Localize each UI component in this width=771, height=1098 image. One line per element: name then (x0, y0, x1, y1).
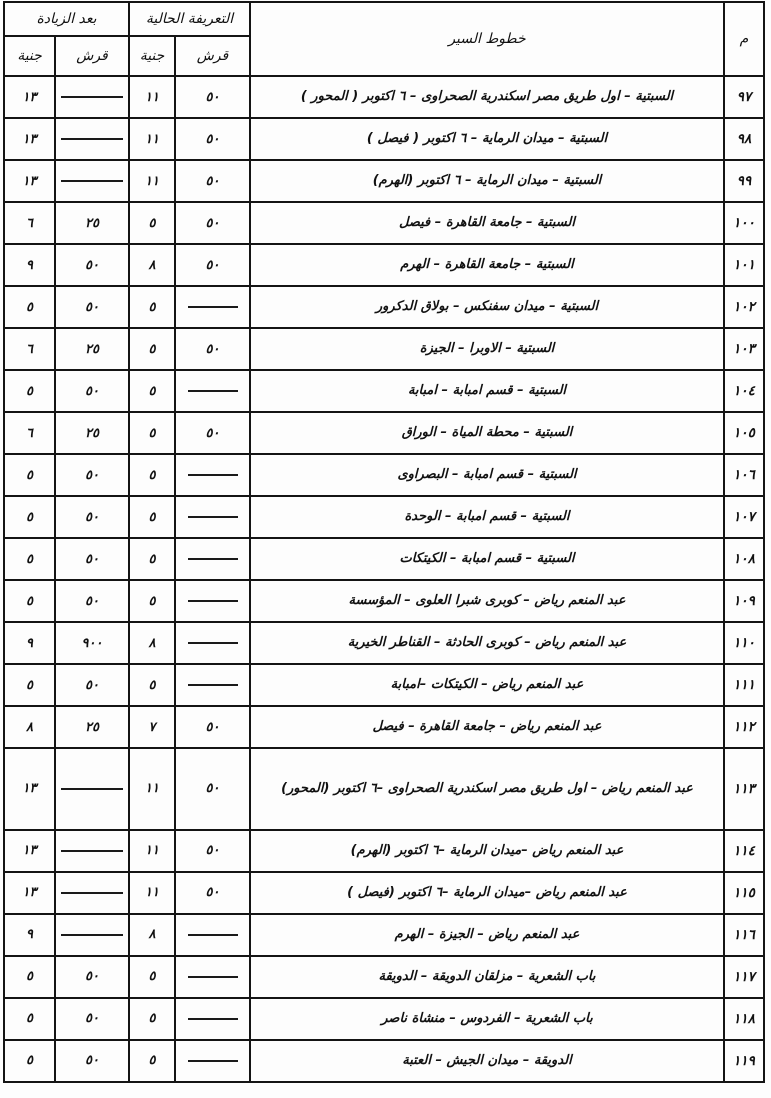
row-after-piaster: ٥٠ (55, 370, 129, 412)
row-current-pound: ١١ (129, 160, 175, 202)
row-after-pound: ١٣ (4, 830, 55, 872)
row-route: عبد المنعم رياض – كوبرى شبرا العلوى – المؤسسة (250, 580, 724, 622)
row-route: السبتية – جامعة القاهرة – فيصل (250, 202, 724, 244)
row-number: ١١٥ (724, 872, 764, 914)
header-after-increase: بعد الزيادة (4, 2, 129, 36)
row-after-pound: ٨ (4, 706, 55, 748)
row-after-piaster: ٥٠ (55, 454, 129, 496)
row-number: ١١١ (724, 664, 764, 706)
row-current-piaster (175, 496, 250, 538)
row-number: ١١٦ (724, 914, 764, 956)
row-current-pound: ١١ (129, 830, 175, 872)
row-current-pound: ٨ (129, 914, 175, 956)
table-row (4, 244, 764, 286)
row-current-piaster (175, 622, 250, 664)
row-current-piaster: ٥٠ (175, 706, 250, 748)
empty-dash (188, 474, 238, 476)
header-number: م (724, 2, 764, 76)
empty-dash (188, 1060, 238, 1062)
header-after-pound: جنية (4, 36, 55, 76)
row-after-piaster: ٥٠ (55, 956, 129, 998)
row-route: السبتية – ميدان سفنكس – بولاق الدكرور (250, 286, 724, 328)
row-current-pound: ٥ (129, 328, 175, 370)
row-after-piaster: ٥٠ (55, 664, 129, 706)
row-route: السبتية – محطة المياة – الوراق (250, 412, 724, 454)
row-after-pound: ٥ (4, 496, 55, 538)
row-route: السبتية – قسم امبابة – الكيتكات (250, 538, 724, 580)
table-row (4, 622, 764, 664)
table-row (4, 202, 764, 244)
row-after-piaster (55, 914, 129, 956)
empty-dash (188, 976, 238, 978)
table-row (4, 706, 764, 748)
row-current-pound: ٥ (129, 998, 175, 1040)
row-current-pound: ١١ (129, 748, 175, 830)
row-current-pound: ٥ (129, 370, 175, 412)
row-current-pound: ٥ (129, 538, 175, 580)
fare-table (3, 1, 765, 1083)
row-after-pound: ١٣ (4, 76, 55, 118)
row-number: ١١٨ (724, 998, 764, 1040)
row-current-piaster: ٥٠ (175, 872, 250, 914)
row-current-piaster: ٥٠ (175, 328, 250, 370)
row-current-piaster: ٥٠ (175, 830, 250, 872)
row-after-pound: ٥ (4, 454, 55, 496)
empty-dash (188, 642, 238, 644)
row-after-piaster: ٥٠ (55, 286, 129, 328)
row-route: باب الشعرية – مزلقان الدويقة – الدويقة (250, 956, 724, 998)
row-current-piaster: ٥٠ (175, 76, 250, 118)
row-number: ١٠٣ (724, 328, 764, 370)
empty-dash (188, 558, 238, 560)
row-route: عبد المنعم رياض – الكيتكات –امبابة (250, 664, 724, 706)
row-after-piaster: ٥٠ (55, 1040, 129, 1082)
row-after-piaster (55, 160, 129, 202)
row-route: السبتية – قسم امبابة – البصراوى (250, 454, 724, 496)
empty-dash (61, 892, 123, 894)
empty-dash (61, 180, 123, 182)
row-current-piaster: ٥٠ (175, 412, 250, 454)
empty-dash (188, 516, 238, 518)
row-after-pound: ٥ (4, 1040, 55, 1082)
row-after-pound: ٦ (4, 202, 55, 244)
empty-dash (188, 1018, 238, 1020)
row-after-pound: ٩ (4, 622, 55, 664)
row-current-pound: ١١ (129, 76, 175, 118)
row-number: ١٠٢ (724, 286, 764, 328)
row-current-piaster (175, 580, 250, 622)
row-route: السبتية – اول طريق مصر اسكندرية الصحراوى – ٦ اكتوبر ( المحور ) (250, 76, 724, 118)
row-number: ١٠٠ (724, 202, 764, 244)
row-current-pound: ٥ (129, 580, 175, 622)
table-row (4, 454, 764, 496)
row-current-piaster (175, 956, 250, 998)
row-route: عبد المنعم رياض – الجيزة – الهرم (250, 914, 724, 956)
row-current-piaster (175, 914, 250, 956)
row-after-pound: ٥ (4, 580, 55, 622)
row-after-piaster (55, 748, 129, 830)
row-current-piaster (175, 286, 250, 328)
row-after-pound: ١٣ (4, 748, 55, 830)
row-route: عبد المنعم رياض –ميدان الرماية –٦ اكتوبر (الهرم) (250, 830, 724, 872)
table-row (4, 538, 764, 580)
empty-dash (188, 306, 238, 308)
row-after-piaster: ٥٠ (55, 496, 129, 538)
row-after-piaster: ٢٥ (55, 328, 129, 370)
row-current-pound: ٥ (129, 202, 175, 244)
table-row (4, 328, 764, 370)
row-after-pound: ٥ (4, 998, 55, 1040)
table-row (4, 956, 764, 998)
row-number: ١٠٧ (724, 496, 764, 538)
row-current-pound: ١١ (129, 872, 175, 914)
row-current-piaster (175, 370, 250, 412)
row-route: الدويقة – ميدان الجيش – العتبة (250, 1040, 724, 1082)
row-after-piaster: ٥٠ (55, 580, 129, 622)
row-route: السبتية – جامعة القاهرة – الهرم (250, 244, 724, 286)
table-row (4, 998, 764, 1040)
row-after-pound: ٥ (4, 956, 55, 998)
table-row (4, 1040, 764, 1082)
table-row (4, 76, 764, 118)
row-current-pound: ٥ (129, 956, 175, 998)
row-current-pound: ٥ (129, 454, 175, 496)
row-after-piaster (55, 118, 129, 160)
row-number: ٩٨ (724, 118, 764, 160)
row-number: ١١٧ (724, 956, 764, 998)
row-after-pound: ١٣ (4, 160, 55, 202)
row-after-pound: ٦ (4, 328, 55, 370)
row-current-piaster: ٥٠ (175, 748, 250, 830)
empty-dash (61, 788, 123, 790)
row-route: باب الشعرية – الفردوس – منشاة ناصر (250, 998, 724, 1040)
row-after-pound: ١٣ (4, 872, 55, 914)
table-row (4, 160, 764, 202)
table-row (4, 748, 764, 830)
row-route: السبتية – ميدان الرماية – ٦ اكتوبر ( فيصل ) (250, 118, 724, 160)
row-route: السبتية – قسم امبابة – امبابة (250, 370, 724, 412)
row-number: ١٠٦ (724, 454, 764, 496)
row-number: ٩٧ (724, 76, 764, 118)
table-row (4, 370, 764, 412)
table-row (4, 830, 764, 872)
row-current-pound: ٥ (129, 286, 175, 328)
row-number: ١١٣ (724, 748, 764, 830)
table-row (4, 412, 764, 454)
row-after-piaster: ٥٠ (55, 538, 129, 580)
row-after-piaster: ٢٥ (55, 412, 129, 454)
row-after-pound: ٥ (4, 370, 55, 412)
row-current-pound: ٥ (129, 412, 175, 454)
table-row (4, 496, 764, 538)
table-row (4, 872, 764, 914)
row-current-piaster (175, 998, 250, 1040)
table-row (4, 914, 764, 956)
header-route: خطوط السير (250, 2, 724, 76)
row-number: ١٠٥ (724, 412, 764, 454)
row-current-piaster: ٥٠ (175, 244, 250, 286)
empty-dash (61, 96, 123, 98)
row-current-piaster: ٥٠ (175, 202, 250, 244)
row-number: ١١٩ (724, 1040, 764, 1082)
row-route: السبتية – الاوبرا – الجيزة (250, 328, 724, 370)
row-after-piaster: ٩٠٠ (55, 622, 129, 664)
row-number: ٩٩ (724, 160, 764, 202)
empty-dash (61, 850, 123, 852)
row-after-piaster (55, 76, 129, 118)
row-after-piaster (55, 830, 129, 872)
row-number: ١١٠ (724, 622, 764, 664)
empty-dash (188, 684, 238, 686)
row-current-pound: ١١ (129, 118, 175, 160)
row-after-piaster: ٥٠ (55, 998, 129, 1040)
row-after-pound: ٩ (4, 914, 55, 956)
empty-dash (188, 390, 238, 392)
row-after-piaster: ٢٥ (55, 202, 129, 244)
row-current-piaster: ٥٠ (175, 118, 250, 160)
header-after-piaster: قرش (55, 36, 129, 76)
row-route: السبتية – ميدان الرماية – ٦ اكتوبر (الهرم) (250, 160, 724, 202)
row-after-piaster (55, 872, 129, 914)
row-current-pound: ٨ (129, 622, 175, 664)
row-after-piaster: ٥٠ (55, 244, 129, 286)
row-current-piaster (175, 1040, 250, 1082)
row-number: ١٠٤ (724, 370, 764, 412)
empty-dash (61, 934, 123, 936)
row-number: ١٠٨ (724, 538, 764, 580)
row-after-pound: ٩ (4, 244, 55, 286)
row-current-piaster (175, 454, 250, 496)
row-route: السبتية – قسم امبابة – الوحدة (250, 496, 724, 538)
row-after-pound: ٥ (4, 664, 55, 706)
row-after-pound: ٦ (4, 412, 55, 454)
empty-dash (61, 138, 123, 140)
table-row (4, 580, 764, 622)
row-current-pound: ٧ (129, 706, 175, 748)
row-current-pound: ٥ (129, 1040, 175, 1082)
row-current-pound: ٥ (129, 496, 175, 538)
row-route: عبد المنعم رياض –ميدان الرماية –٦ اكتوبر (فيصل ) (250, 872, 724, 914)
empty-dash (188, 934, 238, 936)
row-current-piaster (175, 664, 250, 706)
row-after-pound: ٥ (4, 538, 55, 580)
header-current-pound: جنية (129, 36, 175, 76)
header-current-piaster: قرش (175, 36, 250, 76)
table-row (4, 118, 764, 160)
row-after-piaster: ٢٥ (55, 706, 129, 748)
row-number: ١٠٩ (724, 580, 764, 622)
row-number: ١٠١ (724, 244, 764, 286)
table-row (4, 286, 764, 328)
row-after-pound: ١٣ (4, 118, 55, 160)
row-number: ١١٤ (724, 830, 764, 872)
empty-dash (188, 600, 238, 602)
row-number: ١١٢ (724, 706, 764, 748)
row-current-piaster: ٥٠ (175, 160, 250, 202)
row-route: عبد المنعم رياض – اول طريق مصر اسكندرية الصحراوى –٦ اكتوبر (المحور) (250, 748, 724, 830)
row-route: عبد المنعم رياض – جامعة القاهرة – فيصل (250, 706, 724, 748)
fare-rows (4, 76, 764, 1082)
row-current-pound: ٥ (129, 664, 175, 706)
row-after-pound: ٥ (4, 286, 55, 328)
table-row (4, 664, 764, 706)
row-current-pound: ٨ (129, 244, 175, 286)
row-route: عبد المنعم رياض – كوبرى الحادثة – القناطر الخيرية (250, 622, 724, 664)
row-current-piaster (175, 538, 250, 580)
header-row (4, 2, 764, 36)
header-current-fare: التعريفة الحالية (129, 2, 250, 36)
